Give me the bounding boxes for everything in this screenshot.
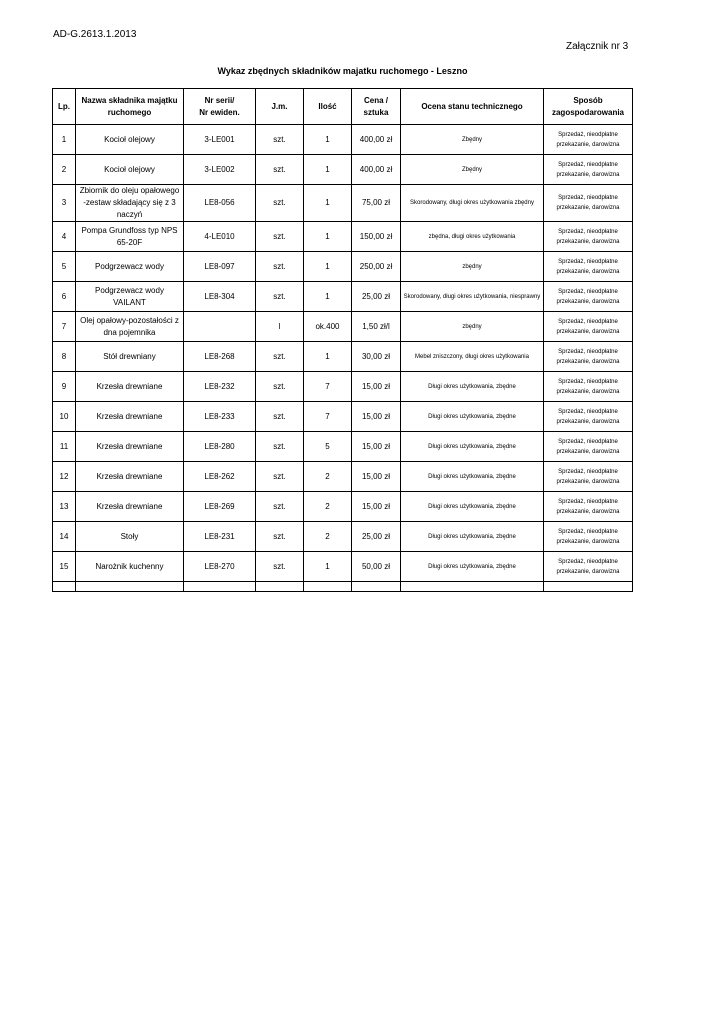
cell-method-method-line1: Sprzedaż, nieodpłatne xyxy=(558,378,618,385)
assets-table xyxy=(52,88,633,592)
cell-name: Kocioł olejowy xyxy=(76,125,184,155)
col-header-price-line2: sztuka xyxy=(363,107,389,117)
cell-name: Stół drewniany xyxy=(76,342,184,372)
cell-method-method-line2: przekazanie, darowizna xyxy=(556,508,620,515)
cell-method-method-line1: Sprzedaż, nieodpłatne xyxy=(558,348,618,355)
cell-serial: LE8-262 xyxy=(184,462,256,492)
cell-name: Krzesła drewniane xyxy=(76,462,184,492)
table-row xyxy=(53,522,633,552)
cell-lp: 7 xyxy=(53,312,76,342)
col-header-condition: Ocena stanu technicznego xyxy=(401,89,544,125)
cell-method-method-line2: przekazanie, darowizna xyxy=(556,388,620,395)
cell-qty: 1 xyxy=(304,552,352,582)
cell-method-method-line1: Sprzedaż, nieodpłatne xyxy=(558,498,618,505)
cell-condition: Zbędny xyxy=(401,125,544,155)
cell-unit: szt. xyxy=(256,252,304,282)
cell-unit: szt. xyxy=(256,282,304,312)
cell-method xyxy=(544,432,633,462)
cell-method-method-line1: Sprzedaż, nieodpłatne xyxy=(558,318,618,325)
cell-lp: 14 xyxy=(53,522,76,552)
cell-name: Kocioł olejowy xyxy=(76,155,184,185)
cell-method-method-line2: przekazanie, darowizna xyxy=(556,358,620,365)
cell-condition: Skorodowany, długi okres użytkowania zbędny xyxy=(401,185,544,222)
cell-lp: 8 xyxy=(53,342,76,372)
cell-method-method-line2: przekazanie, darowizna xyxy=(556,171,620,178)
cell-qty: 2 xyxy=(304,522,352,552)
cell-lp: 10 xyxy=(53,402,76,432)
cell-lp: 3 xyxy=(53,185,76,222)
cell-method-method-line2: przekazanie, darowizna xyxy=(556,268,620,275)
cell-unit: szt. xyxy=(256,402,304,432)
cell-method-method-line1: Sprzedaż, nieodpłatne xyxy=(558,161,618,168)
cell-condition: Długi okres użytkowania, zbędne xyxy=(401,552,544,582)
cell-condition: Długi okres użytkowania, zbędne xyxy=(401,402,544,432)
cell-lp: 5 xyxy=(53,252,76,282)
table-row xyxy=(53,552,633,582)
cell-qty: 1 xyxy=(304,125,352,155)
cell-serial: 3-LE002 xyxy=(184,155,256,185)
cell-condition: Długi okres użytkowania, zbędne xyxy=(401,462,544,492)
cell-qty: 1 xyxy=(304,185,352,222)
cell-method xyxy=(544,155,633,185)
cell-method xyxy=(544,125,633,155)
cell-price: 400,00 zł xyxy=(352,155,401,185)
cell-qty: 1 xyxy=(304,252,352,282)
cell-method-method-line1: Sprzedaż, nieodpłatne xyxy=(558,195,618,201)
table-row xyxy=(53,282,633,312)
cell-unit: szt. xyxy=(256,372,304,402)
cell-serial: 4-LE010 xyxy=(184,222,256,252)
table-row xyxy=(53,252,633,282)
cell-method xyxy=(544,312,633,342)
cell-name: Narożnik kuchenny xyxy=(76,552,184,582)
cell-serial: LE8-231 xyxy=(184,522,256,552)
cell-method-method-line2: przekazanie, darowizna xyxy=(556,538,620,545)
cell-name: Krzesła drewniane xyxy=(76,402,184,432)
cell-name: Pompa Grundfoss typ NPS 65-20F xyxy=(76,222,184,252)
col-header-serial-line1: Nr serii/ xyxy=(204,95,235,105)
cell-lp: 13 xyxy=(53,492,76,522)
cell-condition: Skorodowany, długi okres użytkowania, niesprawny xyxy=(401,282,544,312)
cell-qty: 1 xyxy=(304,282,352,312)
cell-qty: 2 xyxy=(304,492,352,522)
cell-qty: 1 xyxy=(304,155,352,185)
cell-price: 400,00 zł xyxy=(352,125,401,155)
cell-unit: szt. xyxy=(256,342,304,372)
cell-price: 250,00 zł xyxy=(352,252,401,282)
cell-lp: 1 xyxy=(53,125,76,155)
cell-lp: 11 xyxy=(53,432,76,462)
table-row xyxy=(53,155,633,185)
cell-lp: 15 xyxy=(53,552,76,582)
cell-qty: 1 xyxy=(304,342,352,372)
cell-price: 50,00 zł xyxy=(352,552,401,582)
cell-method xyxy=(544,185,633,222)
cell-condition: Zbędny xyxy=(401,155,544,185)
col-header-serial xyxy=(184,89,256,125)
cell-method-method-line1: Sprzedaż, nieodpłatne xyxy=(558,228,618,235)
cell-method-method-line1: Sprzedaż, nieodpłatne xyxy=(558,408,618,415)
cell-lp: 9 xyxy=(53,372,76,402)
cell-empty xyxy=(256,582,304,592)
cell-name: Olej opałowy-pozostałości z dna pojemnika xyxy=(76,312,184,342)
cell-serial: LE8-097 xyxy=(184,252,256,282)
cell-serial: LE8-270 xyxy=(184,552,256,582)
cell-method-method-line2: przekazanie, darowizna xyxy=(556,141,620,148)
cell-method-method-line1: Sprzedaż, nieodpłatne xyxy=(558,438,618,445)
cell-condition: Mebel zniszczony, długi okres użytkowania xyxy=(401,342,544,372)
cell-unit: szt. xyxy=(256,125,304,155)
cell-serial: LE8-268 xyxy=(184,342,256,372)
cell-unit: szt. xyxy=(256,432,304,462)
cell-price: 25,00 zł xyxy=(352,522,401,552)
col-header-name: Nazwa składnika majątku ruchomego xyxy=(76,89,184,125)
cell-empty xyxy=(304,582,352,592)
cell-condition: zbędna, długi okres użytkowania xyxy=(401,222,544,252)
table-row xyxy=(53,185,633,222)
cell-method xyxy=(544,372,633,402)
cell-unit: szt. xyxy=(256,222,304,252)
cell-price: 1,50 zł/l xyxy=(352,312,401,342)
cell-method-method-line1: Sprzedaż, nieodpłatne xyxy=(558,468,618,475)
cell-method xyxy=(544,522,633,552)
cell-method-method-line2: przekazanie, darowizna xyxy=(556,418,620,425)
cell-price: 15,00 zł xyxy=(352,462,401,492)
cell-price: 15,00 zł xyxy=(352,432,401,462)
cell-method xyxy=(544,552,633,582)
table-row xyxy=(53,222,633,252)
cell-condition: Długi okres użytkowania, zbędne xyxy=(401,492,544,522)
col-header-serial-line2: Nr ewiden. xyxy=(199,107,240,117)
col-header-method-line2: zagospodarowania xyxy=(551,107,624,117)
cell-price: 30,00 zł xyxy=(352,342,401,372)
cell-method-method-line2: przekazanie, darowizna xyxy=(556,478,620,485)
col-header-method xyxy=(544,89,633,125)
cell-method xyxy=(544,342,633,372)
cell-method xyxy=(544,492,633,522)
cell-condition: Długi okres użytkowania, zbędne xyxy=(401,372,544,402)
table-row-empty xyxy=(53,582,633,592)
cell-name: Krzesła drewniane xyxy=(76,372,184,402)
col-header-method-line1: Sposób xyxy=(573,95,603,105)
cell-qty: 7 xyxy=(304,372,352,402)
cell-method xyxy=(544,462,633,492)
cell-method xyxy=(544,282,633,312)
cell-serial: LE8-233 xyxy=(184,402,256,432)
cell-method-method-line2: przekazanie, darowizna xyxy=(556,298,620,305)
cell-empty xyxy=(53,582,76,592)
col-header-qty: Ilość xyxy=(304,89,352,125)
cell-unit: szt. xyxy=(256,155,304,185)
cell-method xyxy=(544,252,633,282)
cell-unit: szt. xyxy=(256,492,304,522)
table-row xyxy=(53,372,633,402)
cell-empty xyxy=(352,582,401,592)
cell-name: Podgrzewacz wody VAILANT xyxy=(76,282,184,312)
cell-price: 15,00 zł xyxy=(352,492,401,522)
cell-serial: 3-LE001 xyxy=(184,125,256,155)
cell-lp: 2 xyxy=(53,155,76,185)
cell-price: 75,00 zł xyxy=(352,185,401,222)
cell-unit: szt. xyxy=(256,552,304,582)
cell-qty: 2 xyxy=(304,462,352,492)
cell-method-method-line1: Sprzedaż, nieodpłatne xyxy=(558,528,618,535)
cell-qty: 5 xyxy=(304,432,352,462)
cell-empty xyxy=(184,582,256,592)
cell-method-method-line2: przekazanie, darowizna xyxy=(556,238,620,245)
table-row xyxy=(53,342,633,372)
cell-method-method-line2: przekazanie, darowizna xyxy=(556,328,620,335)
cell-condition: Długi okres użytkowania, zbędne xyxy=(401,522,544,552)
cell-empty xyxy=(544,582,633,592)
cell-method-method-line1: Sprzedaż, nieodpłatne xyxy=(558,258,618,265)
cell-condition: zbędny xyxy=(401,252,544,282)
cell-unit: l xyxy=(256,312,304,342)
table-header-row xyxy=(53,89,633,125)
cell-method-method-line1: Sprzedaż, nieodpłatne xyxy=(558,131,618,138)
col-header-price xyxy=(352,89,401,125)
cell-empty xyxy=(76,582,184,592)
table-row xyxy=(53,462,633,492)
cell-price: 15,00 zł xyxy=(352,372,401,402)
cell-price: 25,00 zł xyxy=(352,282,401,312)
col-header-lp: Lp. xyxy=(53,89,76,125)
cell-qty: ok.400 xyxy=(304,312,352,342)
cell-unit: szt. xyxy=(256,522,304,552)
cell-lp: 6 xyxy=(53,282,76,312)
cell-price: 15,00 zł xyxy=(352,402,401,432)
table-row xyxy=(53,312,633,342)
table-row xyxy=(53,402,633,432)
document-reference: AD-G.2613.1.2013 xyxy=(53,29,137,40)
table-row xyxy=(53,432,633,462)
table-row xyxy=(53,492,633,522)
cell-name: Stoły xyxy=(76,522,184,552)
cell-condition: Długi okres użytkowania, zbędne xyxy=(401,432,544,462)
cell-name: Krzesła drewniane xyxy=(76,432,184,462)
cell-lp: 4 xyxy=(53,222,76,252)
cell-serial: LE8-304 xyxy=(184,282,256,312)
cell-qty: 1 xyxy=(304,222,352,252)
cell-serial: LE8-269 xyxy=(184,492,256,522)
document-title: Wykaz zbędnych składników majatku ruchomego - Leszno xyxy=(217,66,468,76)
cell-empty xyxy=(401,582,544,592)
cell-price: 150,00 zł xyxy=(352,222,401,252)
cell-unit: szt. xyxy=(256,462,304,492)
cell-serial: LE8-280 xyxy=(184,432,256,462)
cell-condition: zbędny xyxy=(401,312,544,342)
cell-unit: szt. xyxy=(256,185,304,222)
cell-serial: LE8-232 xyxy=(184,372,256,402)
col-header-unit: J.m. xyxy=(256,89,304,125)
cell-serial xyxy=(184,312,256,342)
cell-lp: 12 xyxy=(53,462,76,492)
attachment-label: Załącznik nr 3 xyxy=(566,41,629,52)
cell-method xyxy=(544,222,633,252)
cell-qty: 7 xyxy=(304,402,352,432)
table-body xyxy=(53,125,633,592)
cell-name: Krzesła drewniane xyxy=(76,492,184,522)
cell-method-method-line2: przekazanie, darowizna xyxy=(556,205,620,211)
cell-method-method-line2: przekazanie, darowizna xyxy=(556,448,620,455)
cell-serial: LE8-056 xyxy=(184,185,256,222)
cell-method-method-line2: przekazanie, darowizna xyxy=(556,568,620,575)
cell-method-method-line1: Sprzedaż, nieodpłatne xyxy=(558,558,618,565)
col-header-price-line1: Cena / xyxy=(363,95,388,105)
cell-name: Podgrzewacz wody xyxy=(76,252,184,282)
cell-name: Zbiornik do oleju opałowego -zestaw składający się z 3 naczyń xyxy=(76,185,184,222)
cell-method xyxy=(544,402,633,432)
table-row xyxy=(53,125,633,155)
cell-method-method-line1: Sprzedaż, nieodpłatne xyxy=(558,288,618,295)
